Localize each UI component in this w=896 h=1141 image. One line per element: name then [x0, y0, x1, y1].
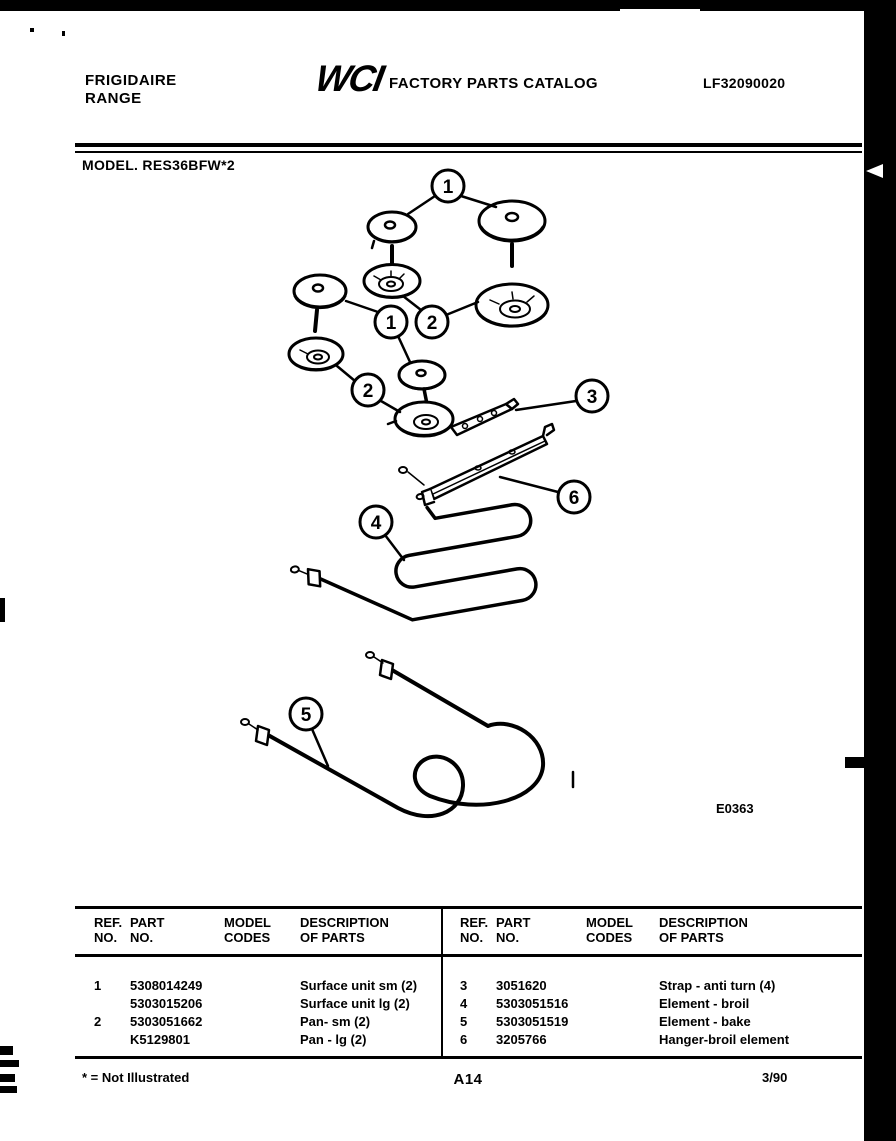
- scan-artifact-bl3: [0, 1074, 15, 1082]
- part-no: 3205766: [496, 1032, 547, 1047]
- table-center-divider: [441, 906, 443, 1059]
- svg-text:6: 6: [568, 488, 580, 509]
- scan-artifact-top-bar-ragged: [0, 9, 620, 11]
- surface-unit-small-2: [294, 275, 346, 331]
- ref-no: 6: [460, 1032, 468, 1047]
- svg-text:2: 2: [362, 381, 374, 402]
- scan-artifact-bl2: [0, 1060, 19, 1067]
- ref-no: 2: [94, 1014, 102, 1029]
- drip-pan-small-3: [388, 402, 453, 436]
- part-desc: Hanger-broil element: [659, 1032, 790, 1047]
- col-codes: MODEL: [586, 915, 633, 930]
- scan-artifact-bl4: [0, 1086, 17, 1093]
- scan-artifact-top-bar-ragged2: [700, 9, 880, 11]
- drip-pan-large-1: [476, 284, 548, 326]
- drip-pan-small-2: [289, 338, 343, 370]
- ref-no: 1: [94, 978, 102, 993]
- svg-text:4: 4: [370, 513, 382, 534]
- part-no: 5303051519: [496, 1014, 569, 1029]
- not-illustrated-note: * = Not Illustrated: [82, 1070, 190, 1085]
- model-line: MODEL. RES36BFW*2: [82, 157, 235, 173]
- callout-1a: [432, 170, 464, 202]
- part-desc: Element - bake: [659, 1014, 751, 1029]
- part-desc: Surface unit lg (2): [300, 996, 410, 1011]
- model-codes: [224, 1013, 300, 1031]
- svg-text:5: 5: [300, 705, 312, 726]
- header-rule: [75, 143, 862, 153]
- table-body-right: [452, 977, 844, 1049]
- part-no: 5303015206: [130, 996, 203, 1011]
- callout-leaders: [312, 196, 576, 766]
- wci-logo: WCI: [312, 58, 386, 99]
- table-row: [86, 995, 436, 1013]
- model-codes: [586, 977, 659, 995]
- table-body-left: [86, 977, 436, 1049]
- scan-artifact-top-bar: [0, 0, 896, 9]
- table-row: [86, 1013, 436, 1031]
- part-no: 5303051662: [130, 1014, 203, 1029]
- bake-element: [241, 652, 543, 816]
- svg-text:1: 1: [442, 177, 454, 198]
- callout-3: [576, 380, 608, 412]
- parts-diagram: [240, 160, 660, 840]
- ref-no: 5: [460, 1014, 468, 1029]
- page-number: A14: [453, 1071, 483, 1088]
- ref-no: 3: [460, 978, 468, 993]
- col-desc: DESCRIPTION: [659, 915, 748, 930]
- callout-5: [290, 698, 322, 730]
- broil-element: [282, 476, 545, 639]
- svg-text:2: 2: [426, 313, 438, 334]
- scan-artifact-speck2: [62, 31, 65, 36]
- figure-code: E0363: [716, 801, 754, 816]
- col-part: PART: [496, 915, 531, 930]
- part-desc: Pan - lg (2): [300, 1032, 367, 1047]
- callout-6: [558, 481, 590, 513]
- part-desc: Strap - anti turn (4): [659, 978, 776, 993]
- revision-date: 3/90: [762, 1070, 788, 1085]
- ref-no: 4: [460, 996, 468, 1011]
- part-no: 5308014249: [130, 978, 203, 993]
- scan-artifact-left-mark: [0, 598, 5, 622]
- model-codes: [224, 977, 300, 995]
- table-row: [452, 1013, 844, 1031]
- col-ref: REF.: [460, 915, 489, 930]
- part-desc: Pan- sm (2): [300, 1014, 371, 1029]
- part-desc: Element - broil: [659, 996, 750, 1011]
- table-top-rule: [75, 906, 862, 909]
- part-desc: Surface unit sm (2): [300, 978, 418, 993]
- table-header-right: REF. NO. PART NO. MODEL CODES DESCRIPTION OF PARTS: [452, 915, 844, 945]
- model-codes: [586, 1031, 659, 1049]
- col-part: PART: [130, 915, 165, 930]
- col-ref: REF.: [94, 915, 123, 930]
- svg-text:3: 3: [586, 387, 598, 408]
- table-bottom-rule: [75, 1056, 862, 1059]
- callout-4: [360, 506, 392, 538]
- scan-artifact-bl1: [0, 1046, 13, 1055]
- scan-artifact-right-tick: [845, 757, 865, 768]
- callout-1b: [375, 306, 407, 338]
- model-codes: [224, 1031, 300, 1049]
- col-codes: MODEL: [224, 915, 271, 930]
- brand-line1: FRIGIDAIRE: [85, 72, 177, 89]
- surface-unit-large-1: [479, 201, 545, 266]
- surface-unit-small-1: [368, 212, 416, 263]
- brand-line2: RANGE: [85, 90, 142, 107]
- scan-artifact-right-notch: [866, 164, 883, 178]
- table-row: [452, 977, 844, 995]
- svg-text:1: 1: [385, 313, 397, 334]
- anti-turn-strap: [451, 399, 518, 435]
- table-row: [452, 1031, 844, 1049]
- publication-number: LF32090020: [703, 75, 786, 91]
- drip-pan-small-1: [364, 265, 420, 298]
- model-codes: [586, 1013, 659, 1031]
- col-desc: DESCRIPTION: [300, 915, 389, 930]
- table-row: [452, 995, 844, 1013]
- callout-2a: [416, 306, 448, 338]
- ref-no: [86, 1031, 130, 1049]
- table-header-left: REF. NO. PART NO. MODEL CODES DESCRIPTION OF PARTS: [86, 915, 436, 945]
- callout-2b: [352, 374, 384, 406]
- model-codes: [586, 995, 659, 1013]
- model-codes: [224, 995, 300, 1013]
- table-row: [86, 977, 436, 995]
- table-header-rule: [75, 954, 862, 957]
- part-no: K5129801: [130, 1032, 190, 1047]
- surface-unit-small-3: [399, 361, 445, 404]
- table-row: [86, 1031, 436, 1049]
- part-no: 5303051516: [496, 996, 569, 1011]
- part-no: 3051620: [496, 978, 547, 993]
- brand-block: [85, 72, 177, 108]
- scan-artifact-speck1: [30, 28, 34, 32]
- ref-no: [86, 995, 130, 1013]
- catalog-title: FACTORY PARTS CATALOG: [389, 75, 598, 92]
